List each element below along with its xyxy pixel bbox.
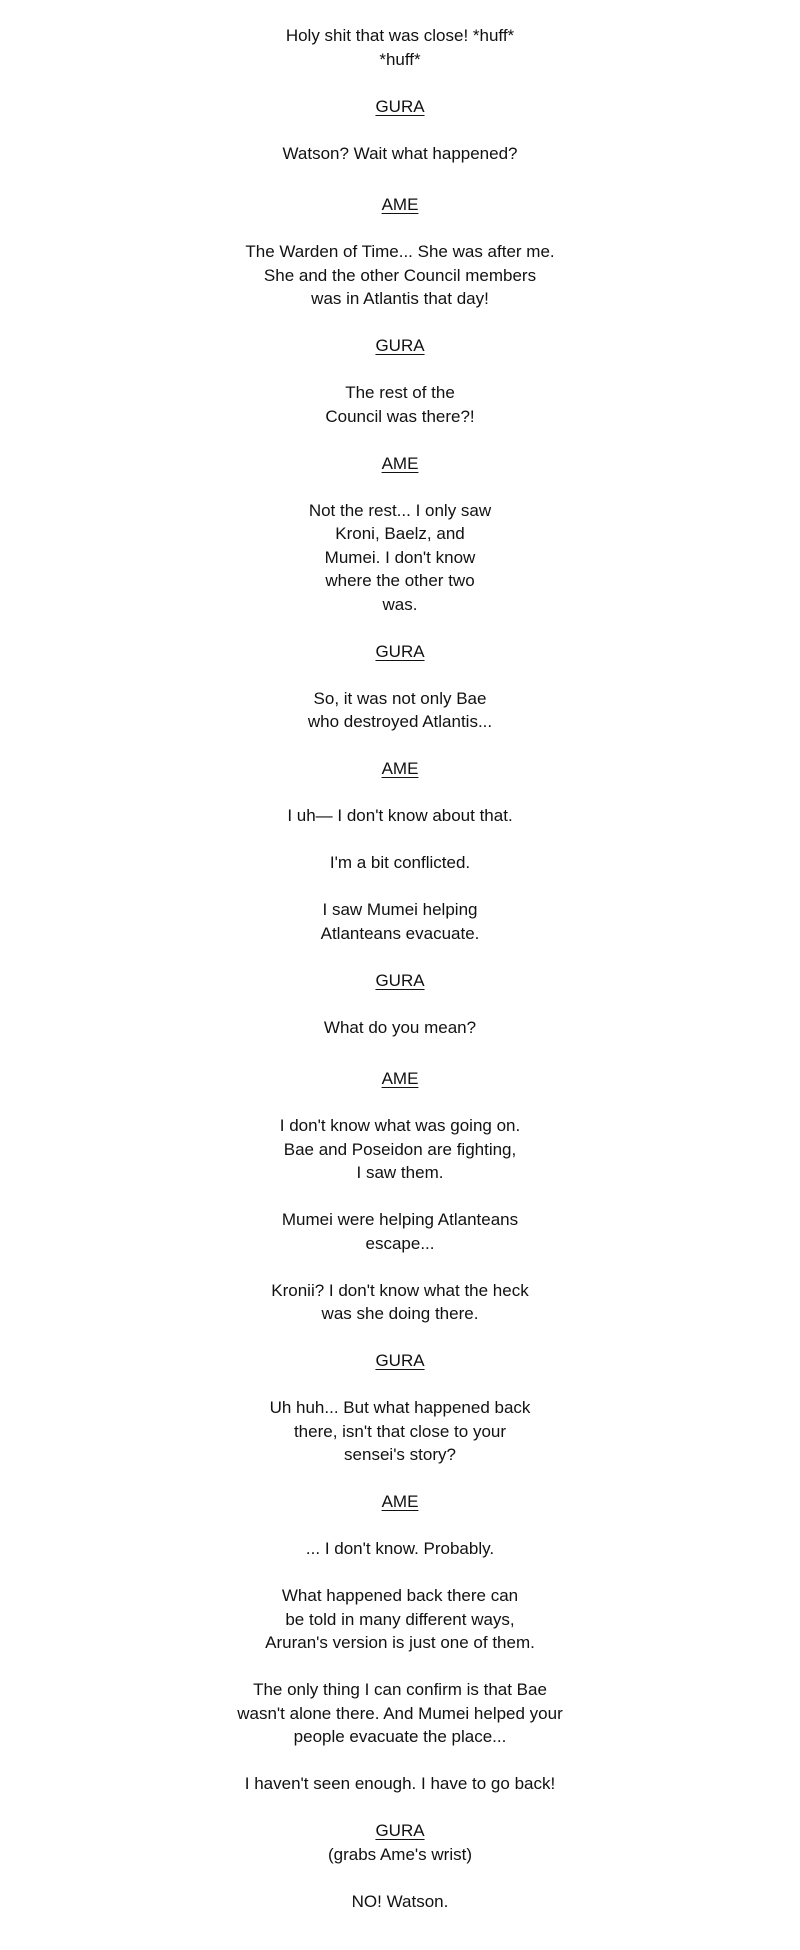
speaker-name: GURA [375, 1821, 425, 1840]
dialogue-line: I saw them. [356, 1163, 444, 1182]
dialogue-line: What happened back there can [281, 1586, 519, 1605]
dialogue-line: So, it was not only Bae [313, 688, 487, 708]
dialogue-line: I uh— I don't know about that. [287, 806, 513, 825]
speaker-name: AME [381, 1492, 419, 1511]
dialogue-line: Council was there?! [325, 406, 475, 426]
dialogue-line: who destroyed Atlantis... [307, 712, 493, 731]
dialogue-line: Uh huh... But what happened back [269, 1398, 531, 1417]
speaker-name: GURA [375, 641, 425, 661]
dialogue-line: Watson? Wait what happened? [282, 143, 518, 163]
dialogue-line: *huff* [379, 49, 421, 69]
dialogue-line: where the other two [325, 571, 475, 590]
dialogue-line: Mumei were helping Atlanteans [281, 1210, 519, 1229]
speaker-name: AME [381, 195, 419, 214]
dialogue-line: Atlanteans evacuate. [320, 923, 480, 943]
dialogue-line: Not the rest... I only saw [308, 500, 492, 520]
dialogue-line: was she doing there. [321, 1304, 479, 1323]
dialogue-line: The rest of the [345, 383, 455, 402]
dialogue-line: was in Atlantis that day! [311, 289, 489, 308]
speaker-name: GURA [375, 1351, 425, 1370]
dialogue-line: I haven't seen enough. I have to go back! [244, 1774, 556, 1793]
dialogue-line: Holy shit that was close! *huff* [285, 26, 515, 45]
speaker-name: GURA [375, 336, 425, 355]
speaker-name: GURA [375, 970, 425, 990]
dialogue-line: Kroni, Baelz, and [335, 524, 465, 543]
dialogue-line: I don't know what was going on. [279, 1116, 521, 1135]
speaker-name: AME [381, 1069, 419, 1088]
dialogue-line: The only thing I can confirm is that Bae [253, 1680, 547, 1699]
dialogue-line: NO! Watson. [351, 1891, 449, 1911]
dialogue-line: there, isn't that close to your [293, 1421, 507, 1441]
speaker-name: AME [381, 453, 419, 473]
dialogue-line: be told in many different ways, [285, 1609, 515, 1629]
dialogue-line: was. [382, 594, 418, 614]
dialogue-line: What do you mean? [323, 1017, 477, 1037]
dialogue-line: I'm a bit conflicted. [329, 853, 471, 872]
dialogue-line: Aruran's version is just one of them. [265, 1633, 535, 1652]
dialogue-line: Kronii? I don't know what the heck [271, 1280, 529, 1300]
dialogue-line: ... I don't know. Probably. [305, 1539, 495, 1558]
speaker-name: AME [381, 759, 419, 778]
dialogue-line: sensei's story? [344, 1445, 456, 1464]
dialogue-line: people evacuate the place... [293, 1727, 507, 1746]
dialogue-line: wasn't alone there. And Mumei helped your [237, 1703, 563, 1723]
dialogue-line: escape... [365, 1233, 435, 1253]
dialogue-line: She and the other Council members [263, 265, 537, 285]
stage-direction: (grabs Ame's wrist) [328, 1844, 472, 1864]
dialogue-line: Bae and Poseidon are fighting, [283, 1139, 517, 1159]
speaker-name: GURA [375, 96, 425, 116]
script-page [0, 24, 800, 1913]
dialogue-line: The Warden of Time... She was after me. [245, 242, 555, 261]
dialogue-line: I saw Mumei helping [322, 900, 478, 919]
dialogue-line: Mumei. I don't know [324, 547, 476, 567]
